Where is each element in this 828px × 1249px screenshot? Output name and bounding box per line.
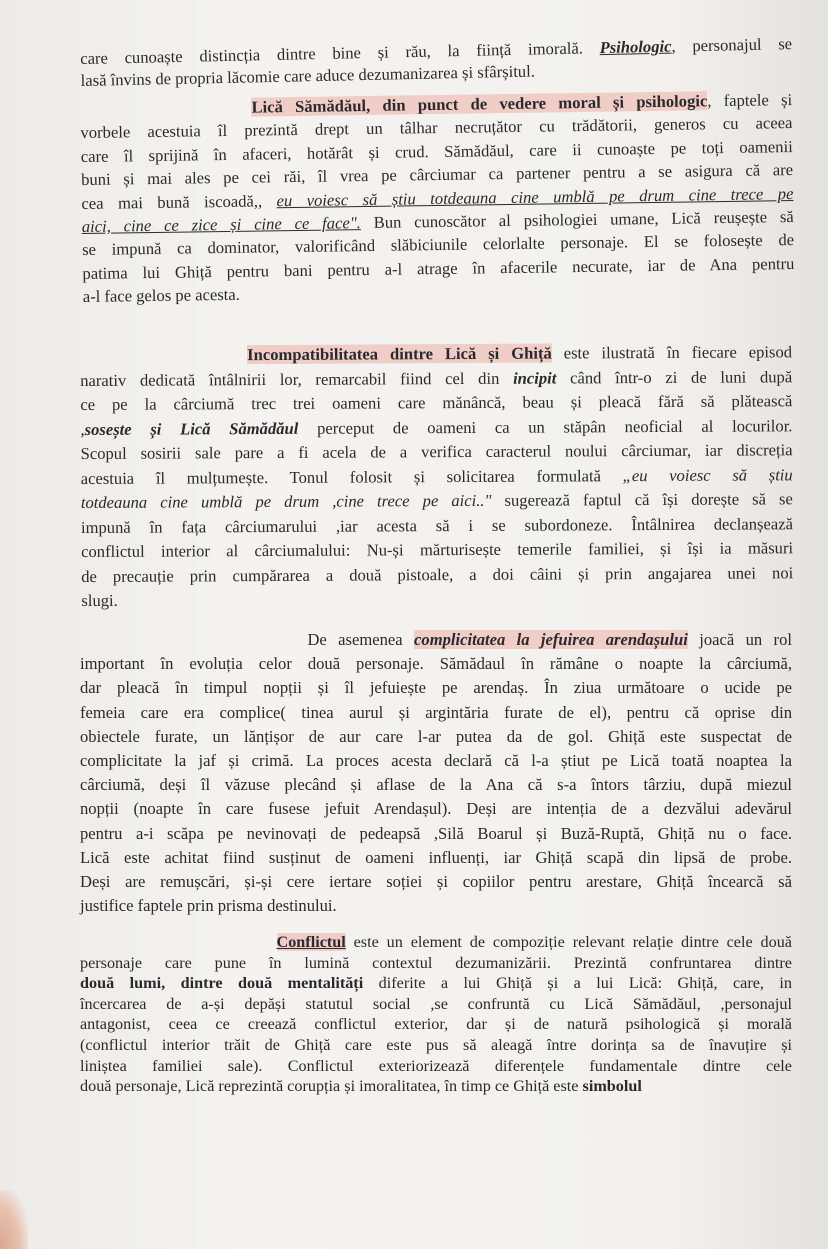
text-line: [81, 487, 793, 515]
text-run: conflictul interior al cârciumalului: Nu-și mărturisește temerile familiei, și își ia măsuri: [81, 538, 794, 561]
text-line: [81, 536, 793, 564]
text-run: Bun cunoscător al psihologiei umane, Lică reușește să: [360, 207, 794, 233]
text-run: antagonist, ceea ce creează conflictul exterior, dar și de natură psihologică și morală: [80, 1015, 792, 1034]
text-line: [80, 652, 792, 676]
text-line: [80, 932, 792, 953]
text-line: [80, 773, 792, 797]
text-run: personaje care pune în lumină contextul dezumanizării. Prezintă confruntarea dintre: [80, 953, 792, 972]
text-run: patima lui Ghiță pentru bani pentru a-l atrage în afacerile necurate, iar de Ana pentru: [82, 253, 795, 283]
text-line: [81, 512, 793, 540]
text-line: [80, 797, 792, 821]
text-run: este ilustrată în fiecare episod: [551, 342, 793, 363]
text-run: , faptele și: [707, 90, 793, 111]
text-run: când într-o zi de luni după: [556, 366, 793, 388]
text-line: [80, 870, 792, 894]
text-line: [80, 953, 792, 974]
text-run: ce pe la cârciumă trec trei oameni care mănâncă, beau și pleacă fără să plătească: [80, 391, 793, 414]
text-run: , personajul se: [671, 34, 793, 56]
text-run: liniștea familiei sale). Conflictul exteriorizează diferențele fundamentale dintre cele: [80, 1056, 792, 1075]
emphasized-text: aici, cine ce zice și cine ce face".: [81, 213, 361, 237]
text-run: nopții (noapte în care fusese jefuit Arendașul). Deși are intenția de a dezvălui adevărul: [80, 799, 792, 819]
text-line: [80, 994, 792, 1015]
text-line: [80, 389, 792, 417]
paragraph-conflict: [80, 932, 792, 1097]
emphasized-text: totdeauna cine umblă pe drum ,cine trece pe aici..": [80, 490, 492, 512]
text-run: a-l face gelos pe acesta.: [82, 285, 240, 307]
text-run: buni și mai ales pe cei răi, îl vrea pe cârciumar ca partener pentru a se asigura că are: [81, 160, 794, 190]
text-line: [80, 973, 792, 994]
text-run: perceput de oameni ca un stăpân neoficial al locurilor.: [298, 415, 793, 438]
text-line: [80, 725, 792, 749]
text-run: lasă învins de propria lăcomie care aduce dezumanizarea și sfârșitul.: [80, 61, 536, 90]
text-run: narativ dedicată întâlnirii lor, remarcabil fiind cel din: [80, 368, 514, 390]
text-run: De asemenea: [80, 630, 415, 649]
text-run: cea mai bună iscoadă,,: [81, 190, 277, 213]
text-run: de precauție prin cumpărarea a două pistoale, a doi câini și prin angajarea unei noi: [81, 562, 794, 586]
text-run: este un element de compoziție relevant relație dintre cele două: [345, 933, 792, 951]
text-run: Scopul sosirii sale pare a fi acela de a verifica caracterul noului cârciumar, iar discreția: [80, 440, 793, 463]
text-line: [80, 628, 792, 652]
text-run: obiectele furate, un lănțișor de aur care l-ar putea da de gol. Ghiță este suspectat de: [80, 726, 792, 746]
text-run: pentru a-i scăpa pe nevinovați de pedeapsă ,Silă Boarul și Buză-Ruptă, Ghiță nu o face.: [80, 823, 792, 843]
text-run: femeia care era complice( tinea aurul și argintăria furate de el), pentru că oprise din: [80, 702, 792, 722]
emphasized-text: „eu voiesc să știu: [622, 464, 793, 485]
text-run: două personaje, Lică reprezintă corupția și imoralitatea, în timp ce Ghiță este: [80, 1077, 583, 1096]
paragraph-complicity-robbery: [80, 628, 792, 918]
text-run: care cunoaște distincția dintre bine și rău, la ființă imorală.: [80, 38, 600, 68]
text-line: [80, 340, 792, 368]
text-run: ,: [80, 419, 85, 439]
text-run: joacă un rol: [687, 630, 792, 649]
text-run: important în evoluția celor două personaje. Sămădaul în rămâne o noapte la cârciumă,: [80, 654, 792, 674]
emphasized-text: simbolul: [582, 1077, 642, 1096]
text-run: slugi.: [81, 590, 118, 610]
emphasized-text: Incompatibilitatea dintre Lică și Ghiță: [247, 343, 552, 365]
text-line: [80, 1014, 792, 1035]
text-run: se impună ca dominator, valorificând slăbiciunile celorlalte personaje. El se folosește de: [81, 230, 795, 260]
emphasized-text: incipit: [512, 368, 557, 388]
emphasized-text: Conflictul: [276, 933, 346, 951]
text-line: [80, 365, 792, 393]
text-line: [81, 438, 793, 466]
emphasized-text: complicitatea la jefuirea arendașului: [414, 630, 688, 649]
text-run: impună în fața cârciumarului ,iar acesta să i se subordoneze. Întâlnirea declanșează: [80, 513, 793, 537]
paragraph-lica-moral-psychological: [80, 88, 795, 309]
text-run: justifice faptele prin prisma destinului.: [80, 896, 337, 916]
text-run: [80, 98, 252, 119]
text-run: (conflictul interior trăit de Ghiță care este pus să aleagă între dorința sa de înavuțire și: [80, 1035, 792, 1054]
paragraph-incompatibility: [80, 340, 793, 613]
text-run: sugerează faptul că își dorește să se: [491, 489, 793, 510]
text-run: încercarea de a-și depăși statutul social ,se confruntă cu Lică Sămădăul, ,personajul: [80, 994, 792, 1013]
text-run: Deși are remușcări, și-și cere iertare soției și copiilor pentru arestare, Ghiță încearcă să: [80, 872, 792, 892]
text-run: acestuia îl mulțumește. Tonul folosit și solicitarea formulată: [80, 465, 623, 488]
text-line: [81, 585, 793, 613]
text-run: [80, 933, 277, 951]
text-run: complicitate la jaf și crimă. La proces acesta declară că l-a știut pe Lică toată noaptea la: [80, 751, 792, 771]
text-run: dar pleacă în timpul nopții și îl jefuiește pe arendaș. În ziua următoare o ucide pe: [80, 678, 792, 698]
text-line: [81, 561, 793, 589]
text-line: [80, 894, 792, 918]
text-run: vorbele acestuia îl prezintă drept un tâlhar necruțător cu trădătorii, generos cu aceea: [80, 113, 793, 143]
text-line: [80, 1076, 792, 1097]
text-line: [80, 822, 792, 846]
text-line: [80, 701, 792, 725]
finger-thumb-shadow: [0, 1190, 28, 1249]
emphasized-text: eu voiesc să știu totdeauna cine umblă pe drum cine trece pe: [276, 183, 794, 210]
emphasized-text: două lumi, dintre două mentalități: [80, 974, 364, 993]
text-line: [80, 414, 792, 442]
paragraph-psychological-conclusion: [80, 33, 793, 92]
text-run: care îl sprijină în afaceri, hotărât și crud. Sămădăul, care ii cunoaște pe toți oamenii: [80, 136, 793, 166]
text-line: [80, 1035, 792, 1056]
text-line: [80, 676, 792, 700]
emphasized-text: Psihologic: [599, 36, 672, 58]
text-line: [80, 1056, 792, 1077]
text-line: [81, 463, 793, 491]
text-run: Lică este achitat fiind susținut de oameni influenți, iar Ghiță scapă din lipsă de probe.: [80, 847, 792, 867]
text-run: cârciumă, deși îl văzuse plecând și aflase de la Ana că s-a întors târziu, după miezul: [80, 775, 792, 795]
text-run: [80, 345, 247, 365]
emphasized-text: sosește și Lică Sămădăul: [84, 418, 299, 439]
text-line: [80, 749, 792, 773]
text-run: diferite a lui Ghiță și a lui Lică: Ghiță, care, in: [363, 974, 792, 993]
emphasized-text: Lică Sămădăul, din punct de vedere moral și psihologic: [251, 91, 708, 117]
text-line: [80, 846, 792, 870]
